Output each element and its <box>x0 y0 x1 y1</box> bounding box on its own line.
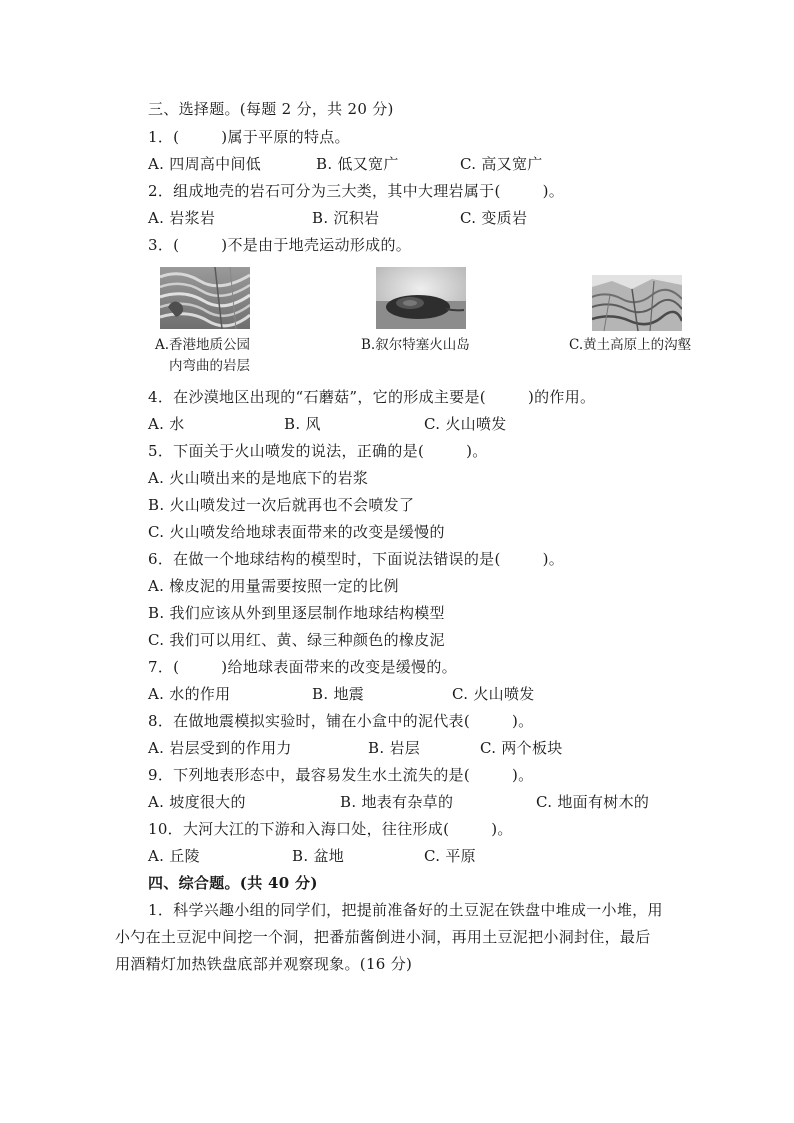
question-7: 7．( )给地球表面带来的改变是缓慢的。 <box>148 658 457 676</box>
question-6-option-b: B. 我们应该从外到里逐层制作地球结构模型 <box>148 604 445 622</box>
option-a: A. 水 <box>148 415 185 433</box>
option-a: A. 岩层受到的作用力 <box>148 739 292 757</box>
question-6: 6．在做一个地球结构的模型时，下面说法错误的是( )。 <box>148 550 565 568</box>
option-c: C. 火山喷发 <box>424 415 507 433</box>
figure-a-caption-line1: A.香港地质公园 <box>155 337 251 353</box>
question-4-options <box>148 414 648 434</box>
section4-question-1-line2: 小勺在土豆泥中间挖一个洞，把番茄酱倒进小洞，再用土豆泥把小洞封住，最后 <box>115 928 651 946</box>
question-2-options <box>148 208 648 228</box>
option-b: B. 低又宽广 <box>316 155 399 173</box>
question-4: 4．在沙漠地区出现的“石蘑菇”，它的形成主要是( )的作用。 <box>148 388 596 406</box>
option-b: B. 风 <box>284 415 321 433</box>
option-a: A. 岩浆岩 <box>148 209 216 227</box>
question-3: 3．( )不是由于地壳运动形成的。 <box>148 236 412 254</box>
folded-rock-layers-photo <box>160 267 250 329</box>
question-8-options <box>148 738 648 758</box>
figure-b-caption: B.叙尔特塞火山岛 <box>361 337 470 353</box>
question-6-option-c: C. 我们可以用红、黄、绿三种颜色的橡皮泥 <box>148 631 445 649</box>
option-b: B. 沉积岩 <box>312 209 380 227</box>
question-10: 10．大河大江的下游和入海口处，往往形成( )。 <box>148 820 513 838</box>
option-c: C. 两个板块 <box>480 739 563 757</box>
option-a: A. 四周高中间低 <box>148 155 262 173</box>
question-5-option-b: B. 火山喷发过一次后就再也不会喷发了 <box>148 496 415 514</box>
option-c: C. 平原 <box>424 847 476 865</box>
question-5-option-a: A. 火山喷出来的是地底下的岩浆 <box>148 469 369 487</box>
question-6-option-a: A. 橡皮泥的用量需要按照一定的比例 <box>148 577 399 595</box>
question-7-options <box>148 684 648 704</box>
section4-question-1-line3: 用酒精灯加热铁盘底部并观察现象。(16 分) <box>115 955 413 973</box>
question-8: 8．在做地震模拟实验时，铺在小盒中的泥代表( )。 <box>148 712 534 730</box>
option-a: A. 丘陵 <box>148 847 200 865</box>
question-9-options <box>148 792 668 812</box>
option-b: B. 盆地 <box>292 847 345 865</box>
loess-plateau-gullies-photo <box>592 272 682 334</box>
section4-question-1-line1: 1．科学兴趣小组的同学们，把提前准备好的土豆泥在铁盘中堆成一小堆，用 <box>148 901 663 919</box>
figure-a-caption-line2: 内弯曲的岩层 <box>169 358 250 374</box>
question-1-options <box>148 154 648 174</box>
option-c: C. 地面有树木的 <box>536 793 650 811</box>
option-b: B. 地表有杂草的 <box>340 793 454 811</box>
question-2: 2．组成地壳的岩石可分为三大类，其中大理岩属于( )。 <box>148 182 565 200</box>
option-a: A. 坡度很大的 <box>148 793 246 811</box>
section4-title: 四、综合题。(共 40 分) <box>148 874 318 892</box>
option-b: B. 地震 <box>312 685 365 703</box>
question-5-option-c: C. 火山喷发给地球表面带来的改变是缓慢的 <box>148 523 445 541</box>
option-c: C. 高又宽广 <box>460 155 543 173</box>
option-c: C. 火山喷发 <box>452 685 535 703</box>
question-1: 1．( )属于平原的特点。 <box>148 128 350 146</box>
section3-title: 三、选择题。(每题 2 分，共 20 分) <box>148 100 394 118</box>
question-9: 9．下列地表形态中，最容易发生水土流失的是( )。 <box>148 766 534 784</box>
question-5: 5．下面关于火山喷发的说法，正确的是( )。 <box>148 442 488 460</box>
option-b: B. 岩层 <box>368 739 421 757</box>
option-c: C. 变质岩 <box>460 209 528 227</box>
volcanic-island-photo <box>376 267 466 329</box>
figure-c-caption: C.黄土高原上的沟壑 <box>569 337 692 353</box>
option-a: A. 水的作用 <box>148 685 231 703</box>
question-10-options <box>148 846 648 866</box>
